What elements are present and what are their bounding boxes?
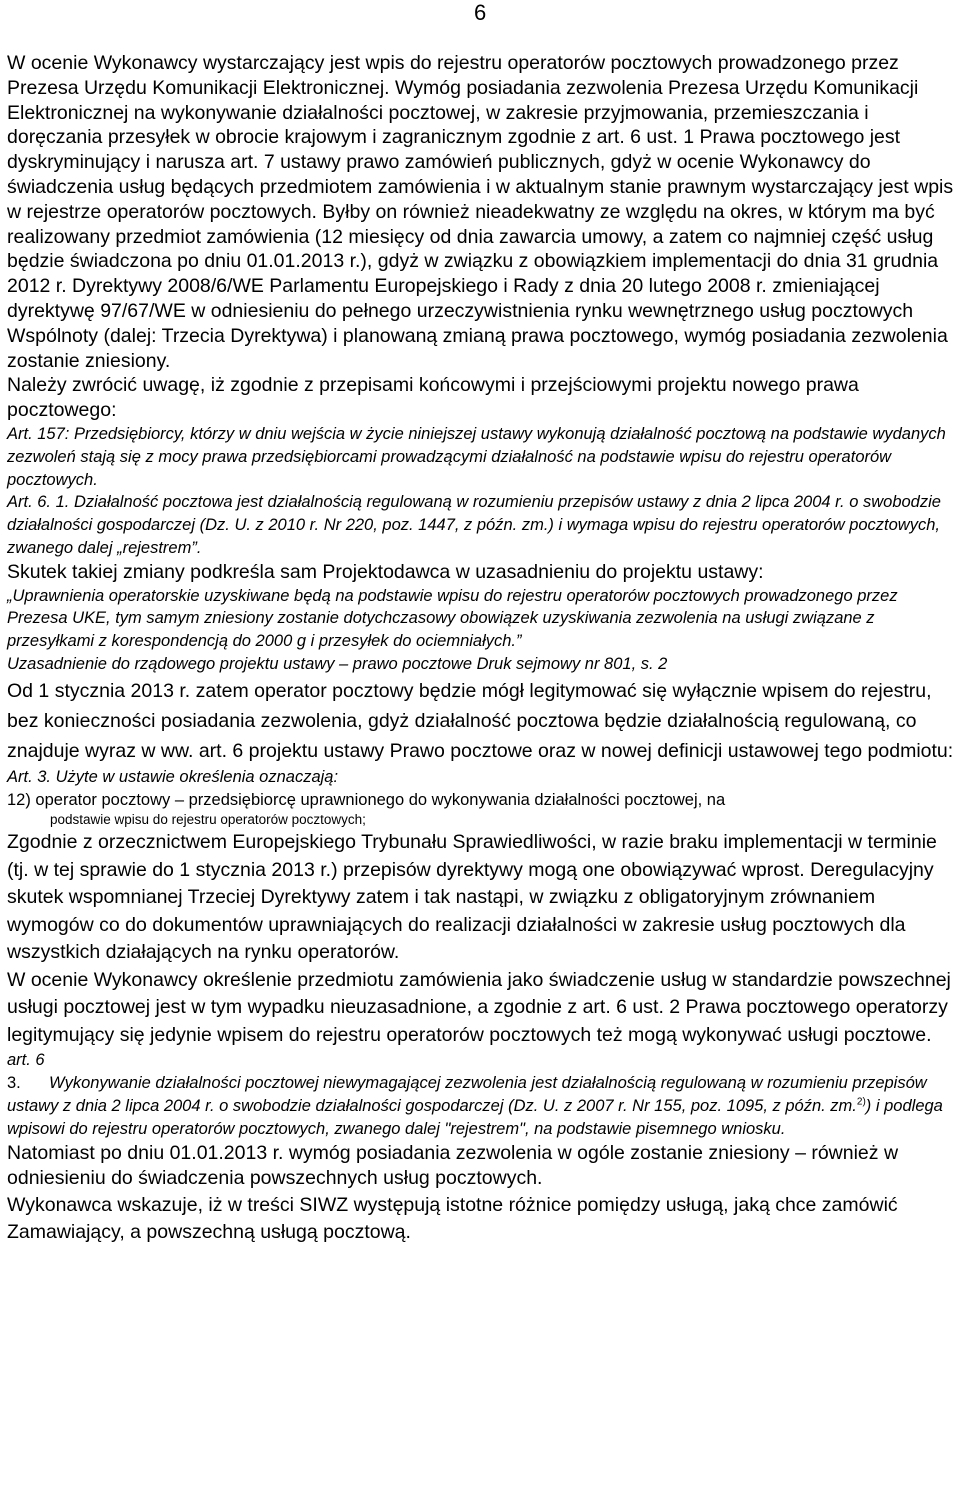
quote-point-12-cont: podstawie wpisu do rejestru operatorów pocztowych; bbox=[50, 812, 366, 828]
quote-art-6: art. 6 bbox=[7, 1051, 45, 1070]
quote-point-3-number: 3. bbox=[7, 1074, 21, 1093]
quote-art-157: Art. 157: Przedsiębiorcy, którzy w dniu wejścia w życie niniejszej ustawy wykonują działalność pocztową na podstawie wydanych zezwoleń stają się z mocy prawa przedsiębiorcami prowadzącymi działalność na podstawie wpisu do rejestru operatorów pocztowych. bbox=[7, 424, 946, 489]
paragraph-from-2013: Od 1 stycznia 2013 r. zatem operator pocztowy będzie mógł legitymować się wyłącznie wpisem do rejestru, bez konieczności posiadania zezwolenia, gdyż działalność pocztowa będzie działalnością regulowaną, co znajduje wyraz w ww. art. 6 projektu ustawy Prawo pocztowe oraz w nowej definicji ustawowej tego podmiotu: bbox=[7, 679, 954, 762]
quote-art-3: Art. 3. Użyte w ustawie określenia oznaczają: bbox=[7, 767, 339, 786]
quote-justification: „Uprawnienia operatorskie uzyskiwane będą na podstawie wpisu do rejestru operatorów pocztowych prowadzonego przez Prezesa UKE, tym samym zniesiony zostanie dotychczasowy obowiązek uzyskiwania zezwolenia na usługi związane z przesyłkami z korespondencją do 2000 g i przesyłek do ociemniałych.” bbox=[7, 586, 898, 651]
paragraph-siwz: Wykonawca wskazuje, iż w treści SIWZ występują istotne różnice pomiędzy usługą, jaką chce zamówić Zamawiający, a powszechną usługą pocztową. bbox=[7, 1193, 898, 1243]
paragraph-assessment: W ocenie Wykonawcy wystarczający jest wpis do rejestru operatorów pocztowych prowadzonego przez Prezesa Urzędu Komunikacji Elektronicznej. Wymóg posiadania zezwolenia Prezesa Urzędu Komunikacji Elektronicznej na wykonywanie działalności pocztowej, w zakresie przyjmowania, przemieszczania i doręczania przesyłek w obrocie krajowym i zagranicznym zgodnie z art. 6 ust. 1 Prawa pocztowego jest dyskryminujący i narusza art. 7 ustawy prawo zamówień publicznych, gdyż w ocenie Wykonawcy do świadczenia usług będących przedmiotem zamówienia i w aktualnym stanie prawnym wystarczający jest wpis w rejestrze operatorów pocztowych. Byłby on również nieadekwatny ze względu na okres, w którym ma być realizowany przedmiot zamówienia (12 miesięcy od dnia zawarcia umowy, a zatem co najmniej część usług będzie świadczona po dniu 01.01.2013 r.), gdyż w związku z obowiązkiem implementacji do dnia 31 grudnia 2012 r. Dyrektywy 2008/6/WE Parlamentu Europejskiego i Rady z dnia 20 lutego 2008 r. zmieniającej dyrektywę 97/67/WE w odniesieniu do pełnego urzeczywistnienia rynku wewnętrznego usług pocztowych Wspólnoty (dalej: Trzecia Dyrektywa) i planowaną zmianą prawa pocztowego, wymóg posiadania zezwolenia zostanie zniesiony. bbox=[7, 52, 954, 372]
quote-point-3-text-cont: ) i podlega wpisowi do rejestru operatorów pocztowych, zwanego dalej "rejestrem", na podstawie pisemnego wniosku. bbox=[7, 1096, 943, 1138]
quote-point-3 bbox=[7, 1072, 957, 1140]
quote-art-6-1: Art. 6. 1. Działalność pocztowa jest działalnością regulowaną w rozumieniu przepisów ustawy z dnia 2 lipca 2004 r. o swobodzie działalności gospodarczej (Dz. U. z 2010 r. Nr 220, poz. 1447, z późn. zm.) i wymaga wpisu do rejestru operatorów pocztowych, zwanego dalej „rejestrem”. bbox=[7, 493, 941, 557]
footnote-ref: 2) bbox=[856, 1096, 866, 1108]
paragraph-note: Należy zwrócić uwagę, iż zgodnie z przepisami końcowymi i przejściowymi projektu nowego prawa pocztowego: bbox=[7, 374, 859, 422]
page-number: 6 bbox=[474, 0, 487, 25]
paragraph-scope: W ocenie Wykonawcy określenie przedmiotu zamówienia jako świadczenie usług w standardzie powszechnej usługi pocztowej jest w tym wypadku nieuzasadnione, a zgodnie z art. 6 ust. 2 Prawa pocztowego operatorzy legitymujący się jedynie wpisem do rejestru operatorów pocztowych też mogą wykonywać usługi pocztowe. bbox=[7, 968, 951, 1046]
paragraph-tribunal: Zgodnie z orzecznictwem Europejskiego Trybunału Sprawiedliwości, w razie braku implementacji w terminie (tj. w tej sprawie do 1 stycznia 2013 r.) przepisów dyrektywy mogą one obowiązywać wprost. Deregulacyjny skutek wspomnianej Trzeciej Dyrektywy zatem i tak nastąpi, w związku z obligatoryjnym zrównaniem wymogów co do dokumentów uprawniających do realizacji działalności w zakresie usług pocztowych dla wszystkich działających na rynku operatorów. bbox=[7, 831, 937, 964]
paragraph-after-2013: Natomiast po dniu 01.01.2013 r. wymóg posiadania zezwolenia w ogóle zostanie zniesiony – również w odniesieniu do świadczenia powszechnych usług pocztowych. bbox=[7, 1141, 899, 1189]
paragraph-effect: Skutek takiej zmiany podkreśla sam Projektodawca w uzasadnieniu do projektu ustawy: bbox=[7, 560, 764, 583]
quote-point-12: 12) operator pocztowy – przedsiębiorcę uprawnionego do wykonywania działalności pocztowej, na bbox=[7, 790, 726, 809]
quote-source: Uzasadnienie do rządowego projektu ustawy – prawo pocztowe Druk sejmowy nr 801, s. 2 bbox=[7, 654, 668, 673]
document-body bbox=[7, 51, 957, 1246]
quote-point-3-text: Wykonywanie działalności pocztowej niewymagającej zezwolenia jest działalnością regulowaną w rozumieniu przepisów ustawy z dnia 2 lipca 2004 r. o swobodzie działalności gospodarczej (Dz. U. z 2007 r. Nr 155, poz. 1095, z późn. zm. bbox=[7, 1074, 927, 1115]
